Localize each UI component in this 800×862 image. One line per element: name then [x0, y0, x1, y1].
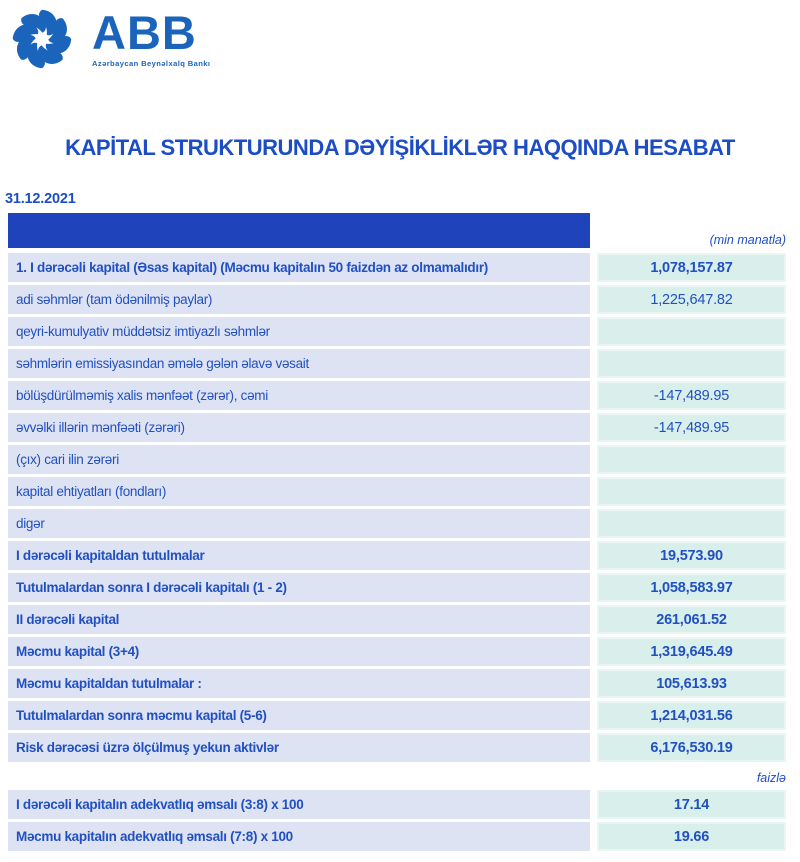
table-row — [8, 381, 786, 410]
table-row — [8, 285, 786, 314]
table-row — [8, 822, 786, 851]
row-label: Risk dərəcəsi üzrə ölçülmuş yekun aktivlər — [8, 733, 590, 762]
table-row — [8, 573, 786, 602]
row-label: qeyri-kumulyativ müddətsiz imtiyazlı səhmlər — [8, 317, 590, 346]
report-date: 31.12.2021 — [5, 191, 76, 207]
row-label: Məcmu kapital (3+4) — [8, 637, 590, 666]
row-label: Məcmu kapitaldan tutulmalar : — [8, 669, 590, 698]
table-row — [8, 509, 786, 538]
row-label: səhmlərin emissiyasından əmələ gələn əlavə vəsait — [8, 349, 590, 378]
abb-swirl-logo-icon — [8, 5, 76, 73]
row-value: -147,489.95 — [597, 381, 786, 410]
table-row — [8, 317, 786, 346]
unit-note: (min manatla) — [709, 233, 786, 247]
row-label: Tutulmalardan sonra I dərəcəli kapitalı (1 - 2) — [8, 573, 590, 602]
row-value — [597, 445, 786, 474]
table-row — [8, 349, 786, 378]
row-value: 6,176,530.19 — [597, 733, 786, 762]
row-value: 105,613.93 — [597, 669, 786, 698]
row-value: 261,061.52 — [597, 605, 786, 634]
table-row — [8, 637, 786, 666]
row-label: I dərəcəli kapitaldan tutulmalar — [8, 541, 590, 570]
row-value: 1,214,031.56 — [597, 701, 786, 730]
row-label: kapital ehtiyatları (fondları) — [8, 477, 590, 506]
table-header-bar — [8, 213, 590, 248]
table-header-row — [8, 213, 786, 248]
row-value: 19,573.90 — [597, 541, 786, 570]
table-row — [8, 477, 786, 506]
row-value — [597, 317, 786, 346]
row-value: 1,319,645.49 — [597, 637, 786, 666]
row-value — [597, 509, 786, 538]
row-value: 17.14 — [597, 790, 786, 819]
row-value: 1,225,647.82 — [597, 285, 786, 314]
brand-subtitle: Azərbaycan Beynəlxalq Bankı — [92, 59, 211, 68]
row-label: əvvəlki illərin mənfəəti (zərəri) — [8, 413, 590, 442]
page-title: KAPİTAL STRUKTURUNDA DƏYİŞİKLİKLƏR HAQQINDA HESABAT — [65, 135, 735, 160]
row-value: 1,078,157.87 — [597, 253, 786, 282]
brand-name: ABB — [92, 6, 197, 59]
row-label: adi səhmlər (tam ödənilmiş paylar) — [8, 285, 590, 314]
percent-note: faizlə — [756, 771, 786, 785]
table-row — [8, 253, 786, 282]
table-row — [8, 605, 786, 634]
row-value — [597, 349, 786, 378]
row-label: I dərəcəli kapitalın adekvatlıq əmsalı (3:8) x 100 — [8, 790, 590, 819]
row-label: 1. I dərəcəli kapital (Əsas kapital) (Məcmu kapitalın 50 faizdən az olmamalıdır) — [8, 253, 590, 282]
row-label: digər — [8, 509, 590, 538]
bank-logo — [8, 5, 210, 73]
row-value: 1,058,583.97 — [597, 573, 786, 602]
row-label: bölüşdürülməmiş xalis mənfəət (zərər), cəmi — [8, 381, 590, 410]
table-row — [8, 669, 786, 698]
row-label: II dərəcəli kapital — [8, 605, 590, 634]
row-value: 19.66 — [597, 822, 786, 851]
ratio-table-rows — [8, 790, 786, 851]
table-row — [8, 701, 786, 730]
capital-table-rows — [8, 253, 786, 762]
row-label: Məcmu kapitalın adekvatlıq əmsalı (7:8) x 100 — [8, 822, 590, 851]
table-row — [8, 541, 786, 570]
row-value: -147,489.95 — [597, 413, 786, 442]
brand-text — [92, 6, 211, 68]
row-value — [597, 477, 786, 506]
capital-structure-table — [8, 213, 786, 851]
table-row — [8, 790, 786, 819]
row-label: Tutulmalardan sonra məcmu kapital (5-6) — [8, 701, 590, 730]
table-row — [8, 733, 786, 762]
table-row — [8, 445, 786, 474]
row-label: (çıx) cari ilin zərəri — [8, 445, 590, 474]
table-row — [8, 413, 786, 442]
